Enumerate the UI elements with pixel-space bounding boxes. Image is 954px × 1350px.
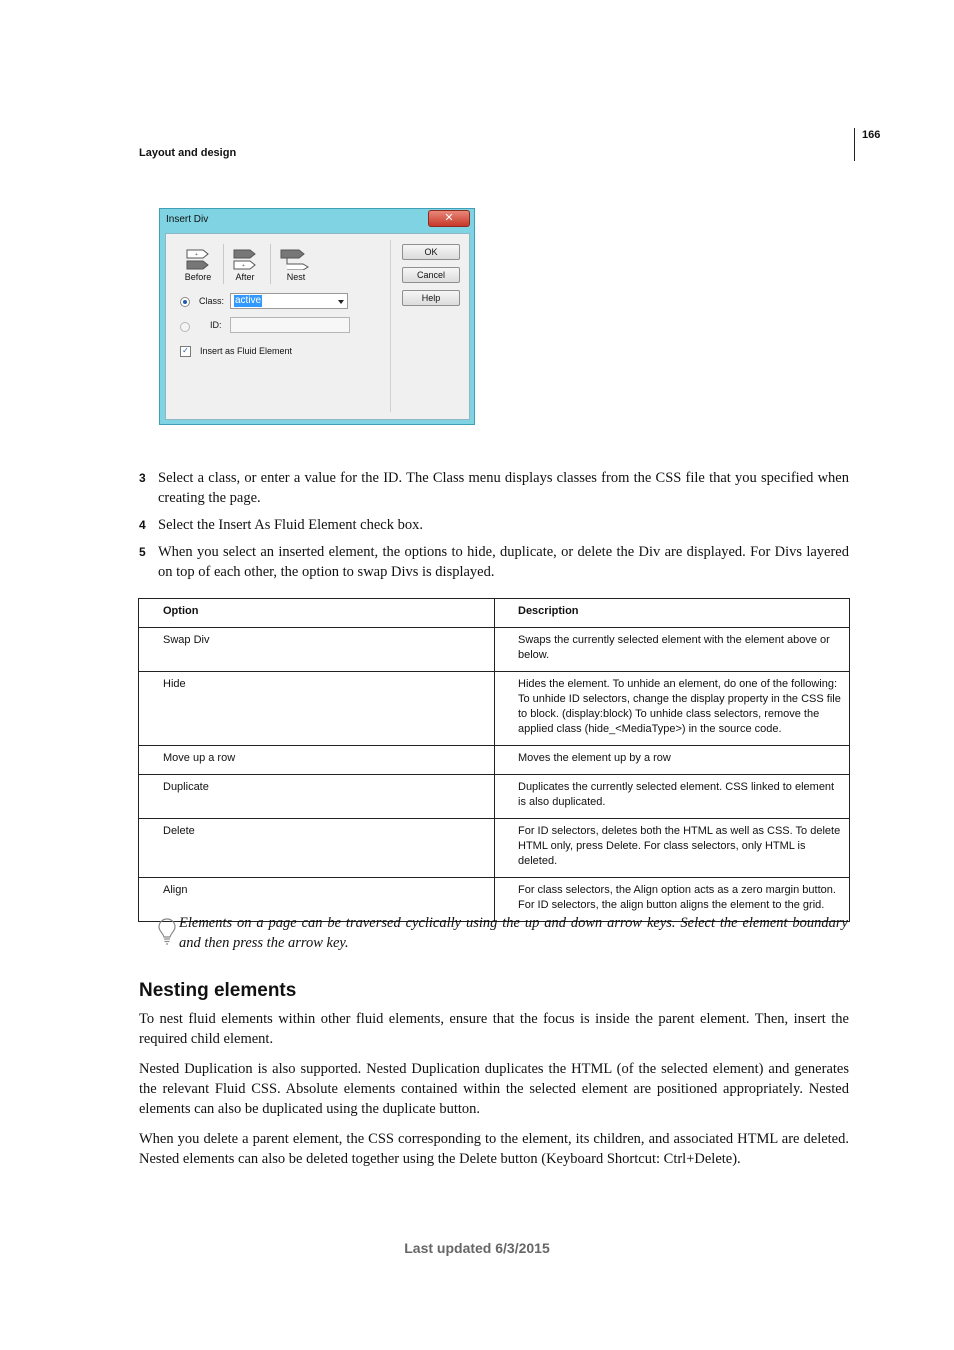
header-divider (854, 128, 855, 161)
option-cell: Duplicate (139, 775, 495, 819)
description-cell: For ID selectors, deletes both the HTML as well as CSS. To delete HTML only, press Delete. For class selectors, only HTML is deleted. (495, 819, 850, 878)
option-cell: Delete (139, 819, 495, 878)
id-radio[interactable] (180, 322, 190, 332)
table-row (139, 775, 850, 819)
chevron-down-icon (338, 300, 344, 304)
option-cell: Align (139, 878, 495, 922)
last-updated: Last updated 6/3/2015 (404, 1240, 550, 1256)
class-label: Class: (199, 296, 225, 306)
ok-button[interactable]: OK (402, 244, 460, 260)
divider (270, 244, 271, 284)
paragraph: When you delete a parent element, the CSS corresponding to the element, its children, and associated HTML are deleted. Nested elements can also be deleted together using the Delete button (Keyboard Shortcut: Ctrl+Delete). (139, 1131, 849, 1167)
class-selected-value: active (235, 295, 262, 306)
column-header-description: Description (495, 599, 850, 628)
help-button[interactable]: Help (402, 290, 460, 306)
before-button[interactable] (178, 248, 218, 282)
insert-nest-icon (279, 248, 313, 270)
step-3 (139, 468, 849, 508)
close-button[interactable] (428, 210, 470, 227)
options-table (138, 598, 850, 922)
option-cell: Hide (139, 672, 495, 746)
nest-button[interactable] (276, 248, 316, 282)
insert-after-icon (231, 248, 259, 270)
divider (390, 240, 391, 412)
cancel-button[interactable]: Cancel (402, 267, 460, 283)
svg-text:+: + (195, 252, 198, 258)
tip-text: Elements on a page can be traversed cyclically using the up and down arrow keys. Select the element boundary and then press the arrow key. (179, 915, 848, 951)
page-number: 166 (862, 129, 881, 141)
class-select[interactable] (230, 293, 348, 309)
paragraph: Nested Duplication is also supported. Nested Duplication duplicates the HTML (of the selected element) and generates the relevant Fluid CSS. Absolute elements contained within the selected element are positioned appropriately. Nested elements can also be duplicated using the duplicate button. (139, 1061, 849, 1117)
after-label: After (235, 272, 255, 282)
table-row (139, 672, 850, 746)
fluid-element-checkbox[interactable]: ✓ (180, 346, 191, 357)
step-number: 3 (139, 471, 146, 485)
section-heading: Nesting elements (139, 980, 297, 1001)
lightbulb-icon (158, 918, 176, 946)
step-text: Select the Insert As Fluid Element check box. (158, 517, 423, 533)
step-number: 5 (139, 545, 146, 559)
option-cell: Move up a row (139, 746, 495, 775)
table-header-row (139, 599, 850, 628)
close-icon: ✕ (444, 212, 454, 224)
class-radio[interactable] (180, 297, 190, 307)
after-button[interactable] (225, 248, 265, 282)
table-row (139, 746, 850, 775)
step-4 (139, 515, 849, 535)
description-cell: For class selectors, the Align option acts as a zero margin button. For ID selectors, the align button aligns the element to the grid. (495, 878, 850, 922)
tip-note (158, 913, 848, 953)
description-cell: Duplicates the currently selected element. CSS linked to element is also duplicated. (495, 775, 850, 819)
description-cell: Moves the element up by a row (495, 746, 850, 775)
id-input[interactable] (230, 317, 350, 333)
running-header: Layout and design (139, 147, 237, 159)
step-text: Select a class, or enter a value for the ID. The Class menu displays classes from the CSS file that you specified when creating the page. (158, 470, 849, 506)
paragraph: To nest fluid elements within other fluid elements, ensure that the focus is inside the parent element. Then, insert the required child element. (139, 1011, 849, 1047)
dialog-title: Insert Div (166, 214, 209, 225)
step-5 (139, 542, 849, 582)
column-header-option: Option (139, 599, 495, 628)
table-row (139, 628, 850, 672)
divider (223, 244, 224, 284)
id-label: ID: (210, 320, 222, 330)
table-row (139, 819, 850, 878)
nest-label: Nest (286, 272, 306, 282)
insert-before-icon (184, 248, 212, 270)
svg-text:+: + (242, 263, 245, 269)
step-text: When you select an inserted element, the options to hide, duplicate, or delete the Div are displayed. For Divs layered on top of each other, the option to swap Divs is displayed. (158, 544, 849, 580)
before-label: Before (184, 272, 212, 282)
option-cell: Swap Div (139, 628, 495, 672)
step-number: 4 (139, 518, 146, 532)
insert-div-dialog (159, 208, 475, 425)
description-cell: Swaps the currently selected element with the element above or below. (495, 628, 850, 672)
dialog-body (165, 233, 470, 420)
description-cell: Hides the element. To unhide an element, do one of the following: To unhide ID selectors, change the display property in the CSS file to block. (display:block) To unhide class selectors, remove the applied class (hide_<MediaType>) in the source code. (495, 672, 850, 746)
fluid-element-label: Insert as Fluid Element (200, 346, 293, 356)
